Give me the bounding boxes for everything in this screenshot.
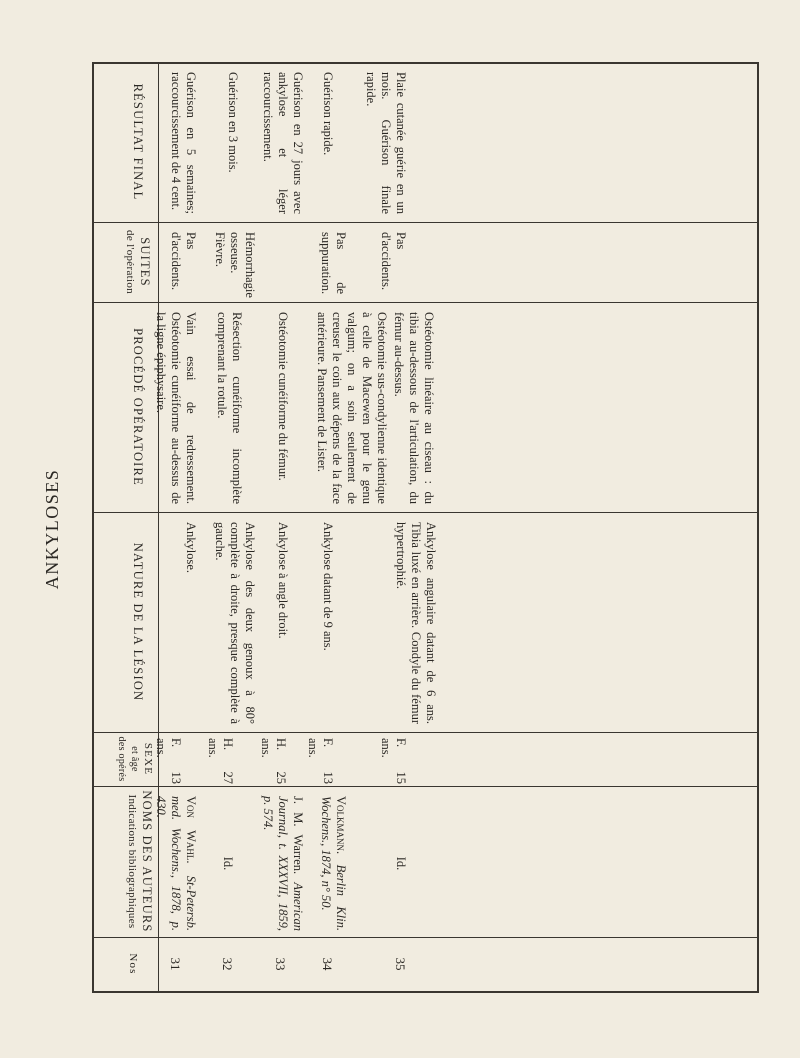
suites-cell: Pas d'accidents.: [169, 232, 198, 291]
author-cell: [153, 796, 198, 931]
author-cell: [318, 796, 348, 931]
resultat-cell: Guérison rapide.: [321, 72, 335, 156]
suites-cell: Pas de suppuration.: [319, 232, 348, 295]
nature-cell: Ankylose datant de 9 ans.: [321, 522, 335, 651]
column-divider: [92, 222, 759, 223]
resultat-cell: Guérison en 27 jours avec ankylose et léger raccourcissement.: [261, 72, 305, 214]
nature-cell: Ankylose des deux genoux à 80° complète à droite, presque complète à gauche.: [213, 522, 257, 724]
header-nature: NATURE DE LA LÉSION: [131, 542, 145, 702]
nature-cell: Ankylose à angle droit.: [276, 522, 290, 639]
table-border-top: [92, 62, 759, 64]
column-divider: [92, 512, 759, 513]
procede-cell: Vain essai de redressement. Ostéotomie cunéiforme au-dessus de la ligne épiphysaire.: [154, 312, 198, 504]
procede-cell: Résection cunéiforme incomplète comprenant la rotule.: [215, 312, 244, 504]
sexe-age-cell: H. 27 ans.: [206, 738, 235, 784]
author-cell: Id.: [221, 856, 235, 871]
sexe-age-cell: F. 15 ans.: [379, 738, 408, 784]
author-name: Von Wahl.: [184, 796, 198, 864]
header-sexe: SEXE et âge des opérés: [116, 736, 154, 782]
header-auteurs: NOMS DES AUTEURS Indications bibliographiques: [126, 790, 154, 933]
column-divider: [92, 732, 759, 733]
suites-cell: Pas d'accidents.: [379, 232, 408, 291]
table-border-bottom: [92, 991, 759, 993]
row-number: 33: [273, 957, 288, 971]
column-divider: [92, 937, 759, 938]
author-name: J. M. Warren.: [291, 796, 305, 875]
running-head: ANKYLOSES: [42, 468, 62, 590]
suites-cell: Hémorrhagie osseuse. Fièvre.: [213, 232, 257, 298]
sexe-age-cell: F. 13 ans.: [154, 738, 183, 784]
resultat-cell: Guérison en 3 mois.: [226, 72, 240, 173]
resultat-cell: Guérison en 5 semaines; raccourcissement de 4 cent.: [169, 72, 198, 214]
procede-cell: Ostéotomie cunéiforme du fémur.: [276, 312, 290, 481]
author-reference: St-Petersb. med. Wochens., 1878, p. 430.: [154, 796, 198, 931]
author-reference: American Journal, t. XXXVII, 1859, p. 574.: [261, 796, 305, 931]
nature-cell: Ankylose angulaire datant de 6 ans. Tibia luxé en arrière. Condyle du fémur hypertrophié.: [394, 522, 438, 724]
column-divider: [92, 302, 759, 303]
row-number: 35: [393, 957, 408, 971]
row-number: 34: [320, 957, 335, 971]
author-cell: Id.: [394, 856, 408, 871]
table-border-left: [92, 62, 94, 993]
header-suites: SUITES de l'opération: [124, 230, 152, 294]
header-resultat: RÉSULTAT FINAL: [131, 83, 145, 201]
table-border-right: [757, 62, 759, 993]
header-procede: PROCÉDÉ OPÉRATOIRE: [131, 328, 145, 486]
resultat-cell: Plaie cutanée guérie en un mois. Guérison finale rapide.: [364, 72, 408, 214]
author-cell: [260, 796, 305, 931]
sexe-age-cell: H. 25 ans.: [259, 738, 288, 784]
procede-cell: Ostéotomie sus-condylienne identique à celle de Macewen pour le genu valgum; on a soin seulement de creuser le coin aux dépens de la face antérieure. Pansement de Lister.: [315, 312, 389, 504]
column-divider: [92, 786, 759, 787]
procede-cell: Ostéotomie linéaire au ciseau : du tibia au-dessous de l'articulation, du fémur au-dessus.: [392, 312, 436, 504]
author-name: Volkmann.: [334, 796, 348, 855]
row-number: 31: [168, 957, 183, 971]
header-no: Nos: [127, 953, 139, 975]
author-reference: Berlin Klin. Wochens., 1874, n° 50.: [319, 796, 348, 931]
sexe-age-cell: F. 13 ans.: [306, 738, 335, 784]
nature-cell: Ankylose.: [184, 522, 198, 574]
row-number: 32: [220, 957, 235, 971]
